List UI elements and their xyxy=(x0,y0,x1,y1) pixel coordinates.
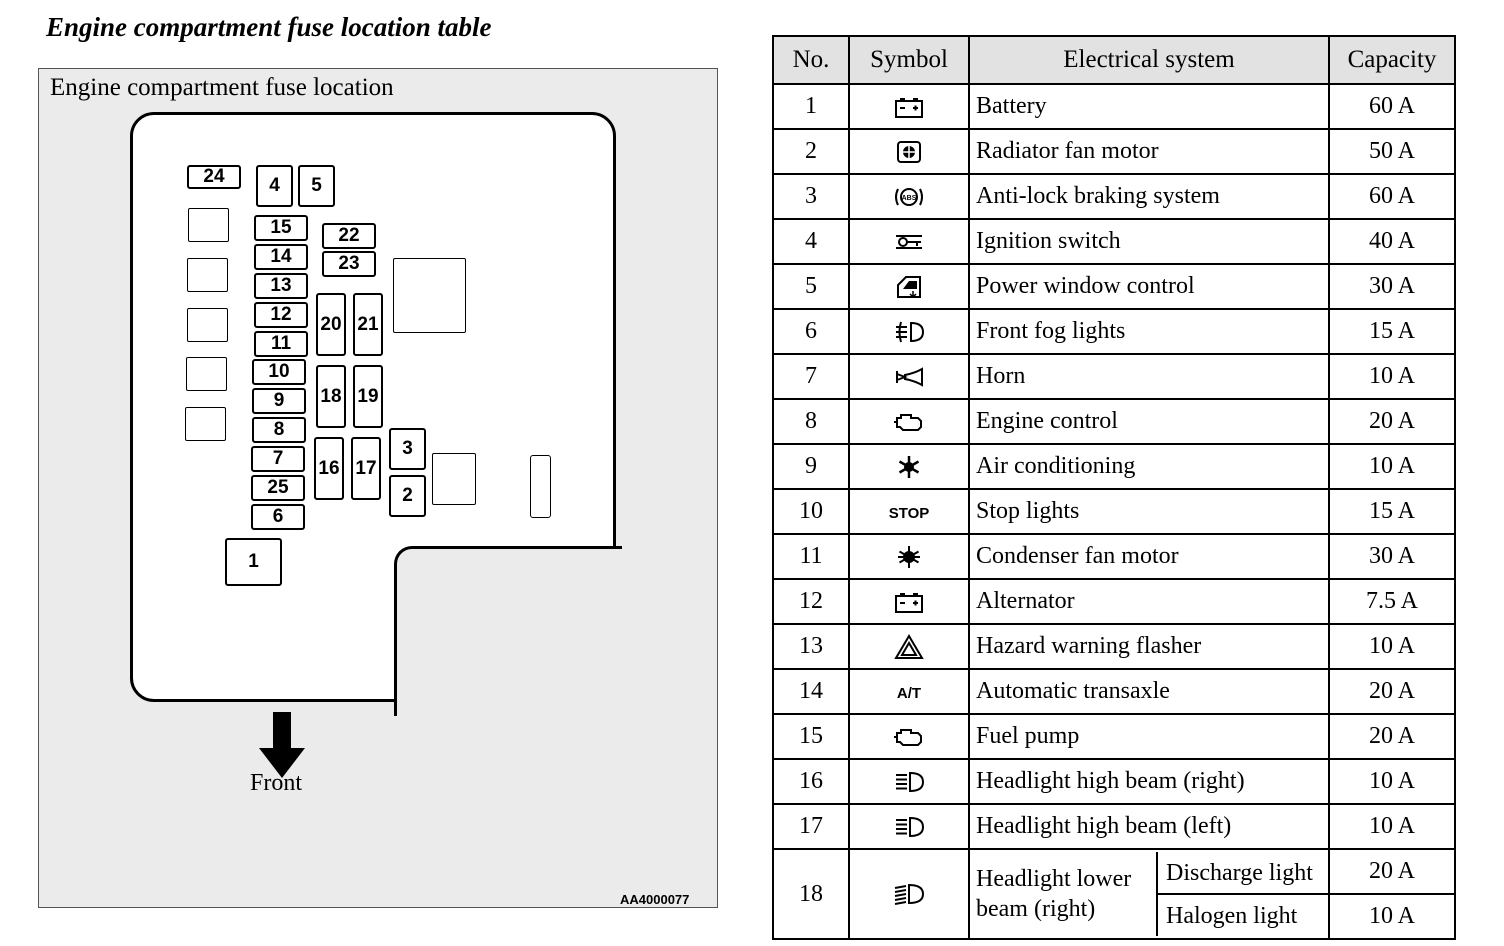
row-number: 17 xyxy=(773,804,849,849)
fuse-19: 19 xyxy=(353,365,383,428)
fuse-23: 23 xyxy=(322,251,376,277)
row-number: 4 xyxy=(773,219,849,264)
row-system: Air conditioning xyxy=(969,444,1329,489)
empty-slot xyxy=(186,357,227,391)
row-capacity: 20 A xyxy=(1329,669,1455,714)
row-system: Ignition switch xyxy=(969,219,1329,264)
row-capacity: 40 A xyxy=(1329,219,1455,264)
diagram-title: Engine compartment fuse location xyxy=(50,74,394,101)
table-row xyxy=(773,489,1455,534)
empty-slot xyxy=(188,208,229,242)
row-number: 10 xyxy=(773,489,849,534)
fuse-16: 16 xyxy=(314,437,344,500)
sub-system-discharge: Discharge light xyxy=(1158,852,1328,895)
table-row xyxy=(773,174,1455,219)
hazard-icon xyxy=(849,624,969,669)
row-capacity: 10 A xyxy=(1329,624,1455,669)
table-row xyxy=(773,219,1455,264)
ignition-key-icon xyxy=(849,219,969,264)
row-system: Horn xyxy=(969,354,1329,399)
radiator-fan-icon xyxy=(849,129,969,174)
high-beam-icon xyxy=(849,804,969,849)
air-conditioning-icon xyxy=(849,444,969,489)
row-number: 6 xyxy=(773,309,849,354)
fuse-24: 24 xyxy=(187,165,241,189)
header-capacity: Capacity xyxy=(1329,36,1455,84)
condenser-fan-icon xyxy=(849,534,969,579)
fuse-table xyxy=(772,35,1456,940)
abs-icon xyxy=(849,174,969,219)
row-capacity: 7.5 A xyxy=(1329,579,1455,624)
table-row xyxy=(773,354,1455,399)
front-label: Front xyxy=(250,770,303,796)
fuse-5: 5 xyxy=(298,165,335,207)
table-row xyxy=(773,264,1455,309)
fuse-6: 6 xyxy=(251,504,305,530)
row-capacity: 15 A xyxy=(1329,489,1455,534)
table-row xyxy=(773,849,1455,894)
fuse-17: 17 xyxy=(351,437,381,500)
row-capacity: 30 A xyxy=(1329,264,1455,309)
row-capacity: 10 A xyxy=(1329,759,1455,804)
fuse-22: 22 xyxy=(322,223,376,249)
row-system: Battery xyxy=(969,84,1329,129)
row-system: Anti-lock braking system xyxy=(969,174,1329,219)
front-arrow-icon xyxy=(257,712,307,778)
row-capacity: 10 A xyxy=(1329,354,1455,399)
table-row xyxy=(773,444,1455,489)
engine-icon xyxy=(849,399,969,444)
fuse-20: 20 xyxy=(316,293,346,356)
svg-text:ABS: ABS xyxy=(901,194,917,202)
fuse-4: 4 xyxy=(256,165,293,207)
low-beam-icon xyxy=(849,849,969,939)
row-capacity: 10 A xyxy=(1329,894,1455,939)
header-symbol: Symbol xyxy=(849,36,969,84)
row-number: 1 xyxy=(773,84,849,129)
row-system: Fuel pump xyxy=(969,714,1329,759)
row-capacity: 10 A xyxy=(1329,804,1455,849)
sub-system-halogen: Halogen light xyxy=(1166,902,1298,929)
row-system-label: Headlight lower beam (right) xyxy=(970,852,1158,936)
table-row xyxy=(773,399,1455,444)
empty-slot xyxy=(187,258,228,292)
row-system: Hazard warning flasher xyxy=(969,624,1329,669)
fuse-1: 1 xyxy=(225,538,282,586)
row-capacity: 20 A xyxy=(1329,399,1455,444)
row-number: 13 xyxy=(773,624,849,669)
row-number: 8 xyxy=(773,399,849,444)
row-capacity: 30 A xyxy=(1329,534,1455,579)
row-system: Alternator xyxy=(969,579,1329,624)
table-row xyxy=(773,714,1455,759)
table-row xyxy=(773,624,1455,669)
high-beam-icon xyxy=(849,759,969,804)
fuse-7: 7 xyxy=(251,446,305,472)
power-window-icon xyxy=(849,264,969,309)
fuse-box-notch xyxy=(394,546,622,716)
horn-icon xyxy=(849,354,969,399)
relay-slot xyxy=(432,453,476,505)
relay-slot xyxy=(393,258,466,333)
row-symbol-text xyxy=(849,489,969,534)
row-system: Automatic transaxle xyxy=(969,669,1329,714)
row-capacity: 50 A xyxy=(1329,129,1455,174)
fuse-10: 10 xyxy=(252,359,306,385)
table-row xyxy=(773,669,1455,714)
row-capacity: 20 A xyxy=(1329,849,1455,894)
fuse-15: 15 xyxy=(254,215,308,241)
empty-slot xyxy=(185,407,226,441)
row-number: 12 xyxy=(773,579,849,624)
row-number: 5 xyxy=(773,264,849,309)
table-row xyxy=(773,534,1455,579)
fuse-2: 2 xyxy=(389,475,426,517)
row-number: 14 xyxy=(773,669,849,714)
header-no: No. xyxy=(773,36,849,84)
row-number: 18 xyxy=(773,849,849,939)
engine-icon xyxy=(849,714,969,759)
row-number: 3 xyxy=(773,174,849,219)
fuse-14: 14 xyxy=(254,244,308,270)
fuse-18: 18 xyxy=(316,365,346,428)
row-capacity: 10 A xyxy=(1329,444,1455,489)
row-number: 15 xyxy=(773,714,849,759)
row-system: Headlight high beam (right) xyxy=(969,759,1329,804)
row-number: 7 xyxy=(773,354,849,399)
row-system: Power window control xyxy=(969,264,1329,309)
row-system: Radiator fan motor xyxy=(969,129,1329,174)
row-capacity: 15 A xyxy=(1329,309,1455,354)
fuse-9: 9 xyxy=(252,388,306,414)
row-system: Condenser fan motor xyxy=(969,534,1329,579)
row-number: 16 xyxy=(773,759,849,804)
row-system xyxy=(969,849,1329,939)
reference-code: AA4000077 xyxy=(620,892,690,907)
row-capacity: 60 A xyxy=(1329,174,1455,219)
fuse-8: 8 xyxy=(252,417,306,443)
row-number: 11 xyxy=(773,534,849,579)
fuse-12: 12 xyxy=(254,302,308,328)
table-row xyxy=(773,129,1455,174)
row-system: Headlight high beam (left) xyxy=(969,804,1329,849)
row-number: 9 xyxy=(773,444,849,489)
table-row xyxy=(773,759,1455,804)
table-row xyxy=(773,804,1455,849)
table-row xyxy=(773,84,1455,129)
table-row xyxy=(773,309,1455,354)
stop-text: STOP xyxy=(888,505,930,522)
empty-slot xyxy=(530,455,551,518)
table-header-row xyxy=(773,36,1455,84)
battery-icon xyxy=(849,84,969,129)
row-capacity: 60 A xyxy=(1329,84,1455,129)
table-row xyxy=(773,579,1455,624)
fuse-11: 11 xyxy=(254,331,308,357)
row-system: Front fog lights xyxy=(969,309,1329,354)
row-number: 2 xyxy=(773,129,849,174)
at-text: A/T xyxy=(896,685,922,702)
fuse-3: 3 xyxy=(389,428,426,470)
row-system: Stop lights xyxy=(969,489,1329,534)
fog-light-icon xyxy=(849,309,969,354)
page-title: Engine compartment fuse location table xyxy=(46,12,492,42)
fuse-21: 21 xyxy=(353,293,383,356)
row-capacity: 20 A xyxy=(1329,714,1455,759)
row-symbol-text xyxy=(849,669,969,714)
header-electrical-system: Electrical system xyxy=(969,36,1329,84)
empty-slot xyxy=(187,308,228,342)
row-system: Engine control xyxy=(969,399,1329,444)
fuse-25: 25 xyxy=(251,475,305,501)
battery-icon xyxy=(849,579,969,624)
fuse-13: 13 xyxy=(254,273,308,299)
